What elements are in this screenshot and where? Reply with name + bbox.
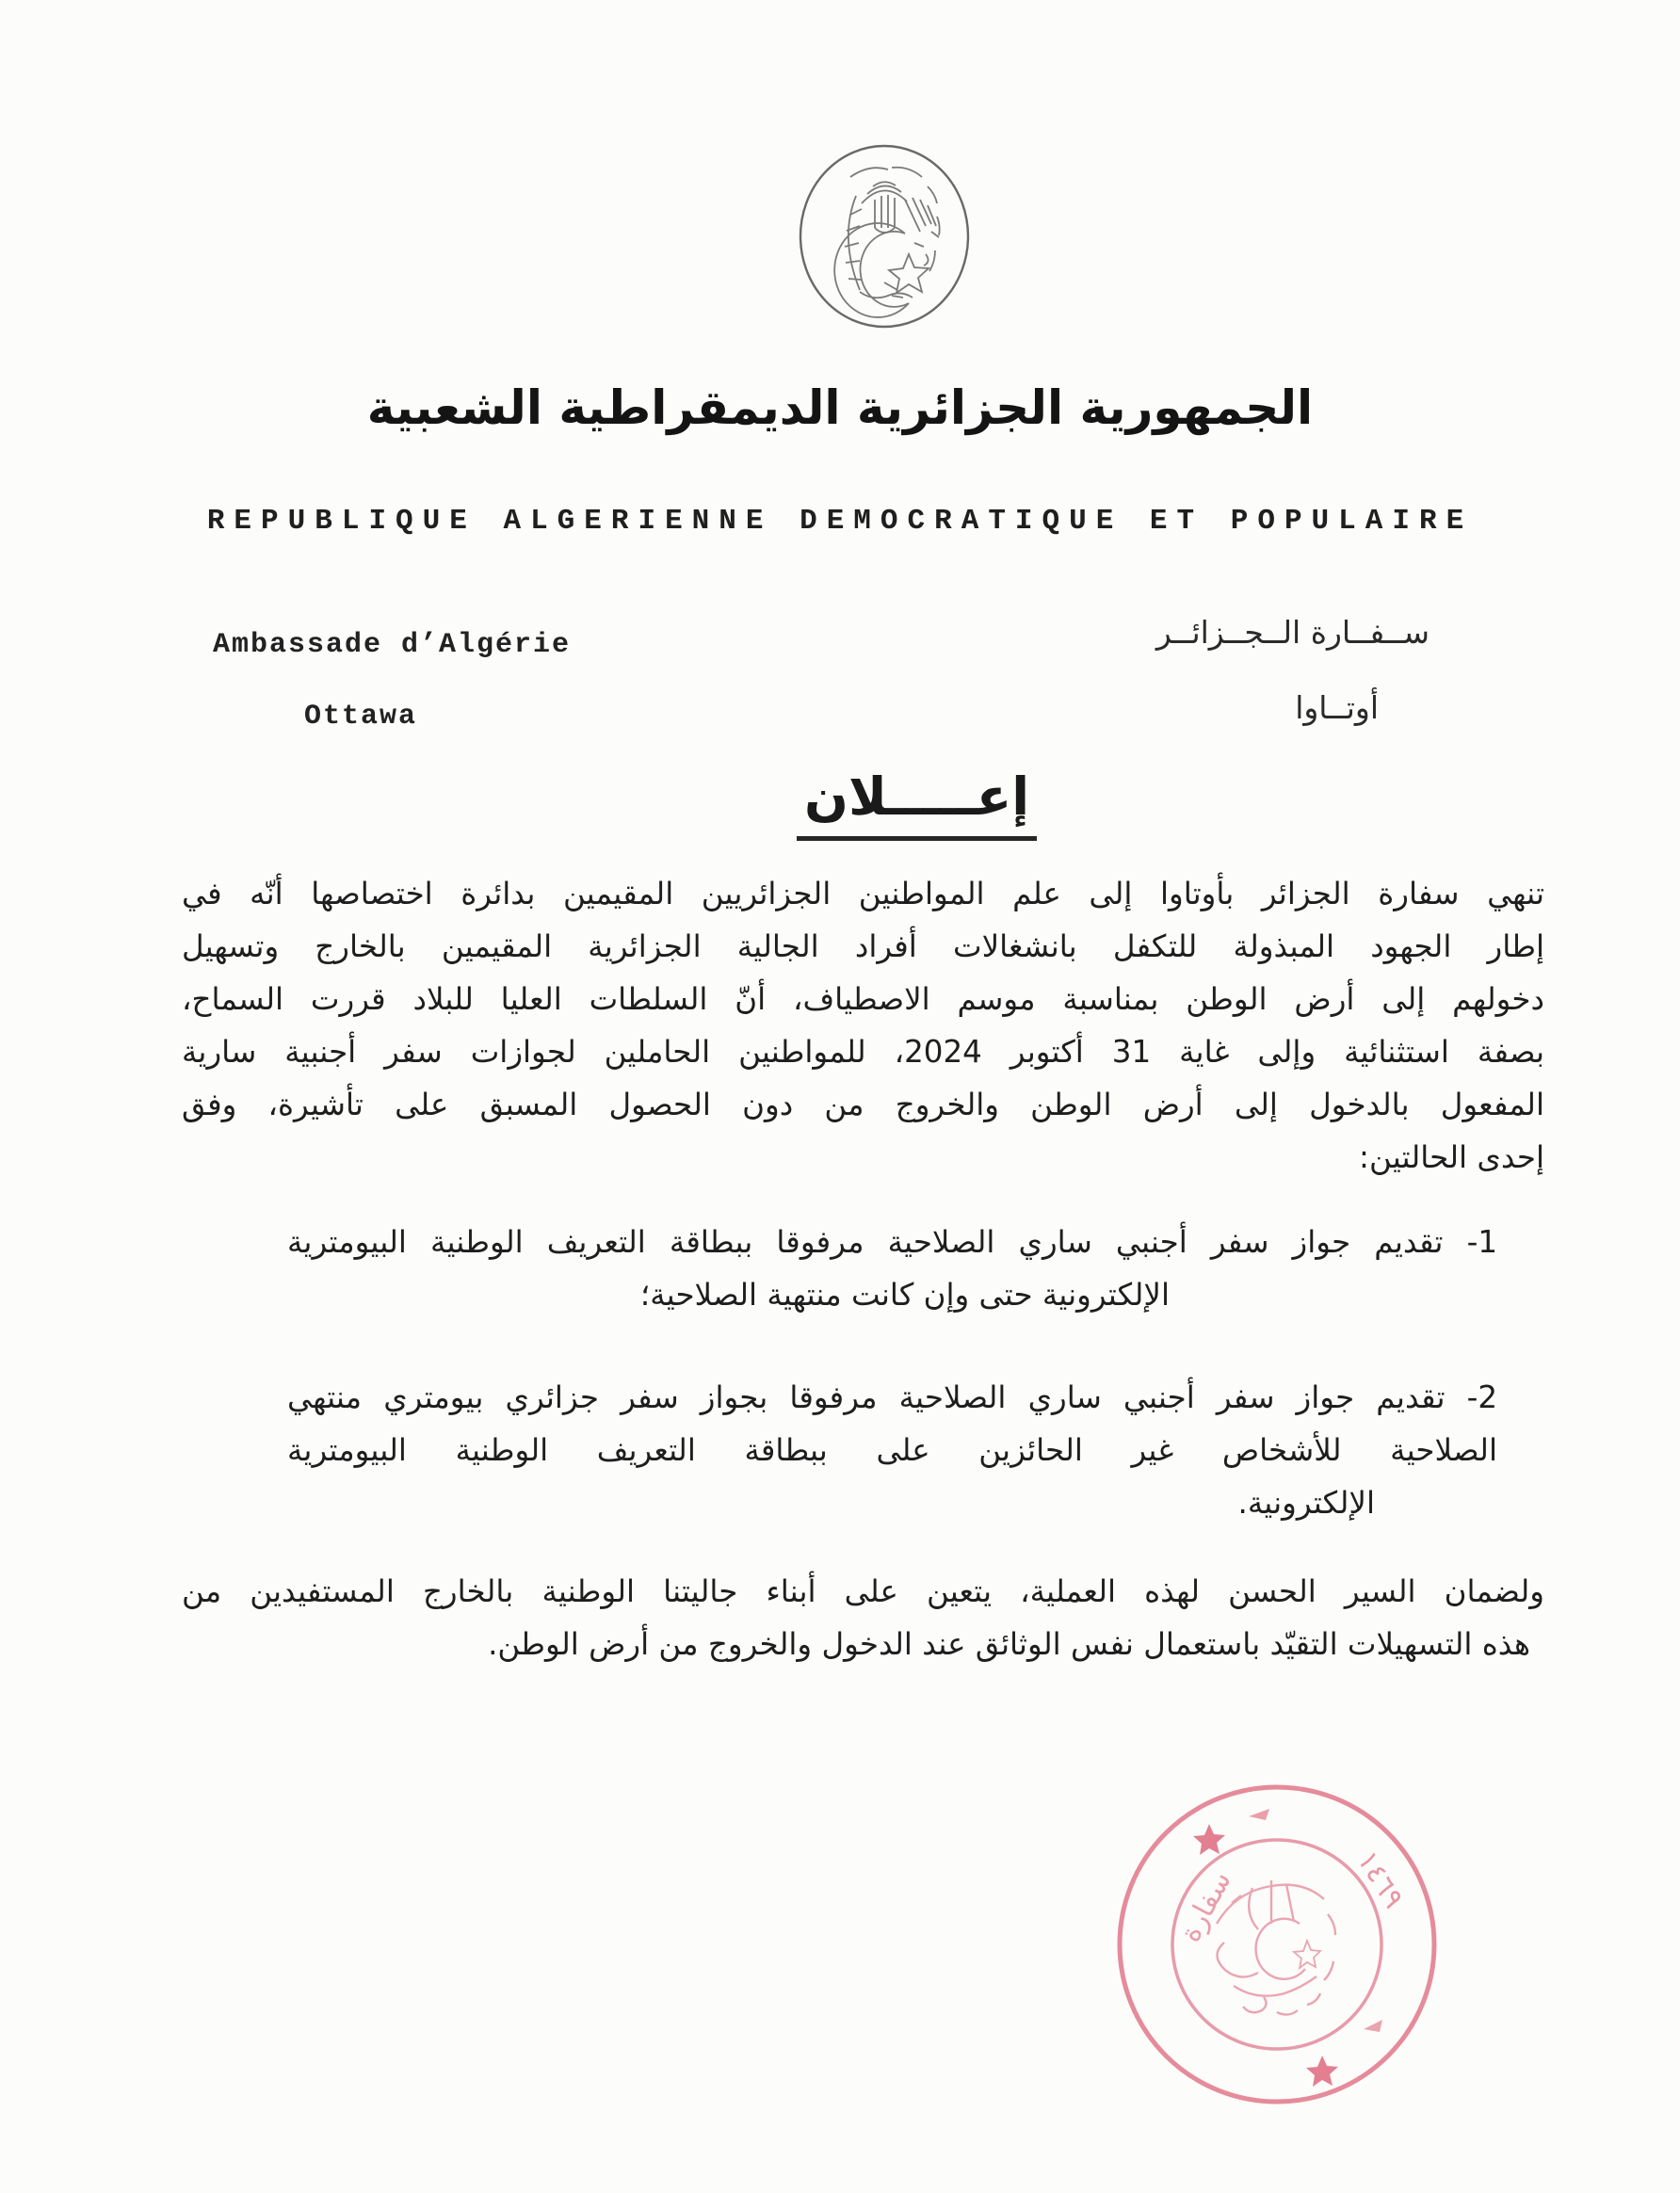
sender-embassy-ar: ســفــارة الــجــزائــر (1155, 614, 1430, 651)
text-line: إطار الجهود المبذولة للتكفل بانشغالات أفراد الجالية الجزائرية المقيمين بالخارج وتسهيل (182, 928, 1544, 964)
text-line: الصلاحية للأشخاص غير الحائزين على ببطاقة التعريف الوطنية البيومترية (287, 1432, 1497, 1468)
text-line: ولضمان السير الحسن لهذه العملية، يتعين على أبناء جاليتنا الوطنية بالخارج المستفيدين من (182, 1573, 1544, 1609)
list-item-1 (287, 1216, 1497, 1321)
text-line: إحدى الحالتين: (1359, 1139, 1544, 1175)
sender-city-fr: Ottawa (304, 701, 418, 733)
stamp-center-sketch (1217, 1880, 1335, 2015)
sender-city-ar: أوتــاوا (1295, 689, 1379, 726)
text-line: دخولهم إلى أرض الوطن بمناسبة موسم الاصطياف، أنّ السلطات العليا للبلاد قررت السماح، (182, 981, 1544, 1017)
sender-embassy-fr: Ambassade d’Algérie (213, 629, 572, 661)
text-line: 2- تقديم جواز سفر أجنبي ساري الصلاحية مرفوقا بجواز سفر جزائري بيومتري منتهي (287, 1379, 1497, 1415)
closing-paragraph (182, 1565, 1544, 1670)
text-line: الإلكترونية. (1237, 1485, 1375, 1521)
french-state-title: REPUBLIQUE ALGERIENNE DEMOCRATIQUE ET POPULAIRE (206, 505, 1474, 538)
announcement-heading: إعـــــلان (797, 766, 1037, 841)
embassy-round-stamp (1111, 1782, 1443, 2114)
list-item-2 (287, 1371, 1497, 1529)
text-line: 1- تقديم جواز سفر أجنبي ساري الصلاحية مرفوقا ببطاقة التعريف الوطنية البيومترية (287, 1224, 1497, 1260)
arabic-state-title: الجمهورية الجزائرية الديمقراطية الشعبية (366, 380, 1314, 435)
text-line: تنهي سفارة الجزائر بأوتاوا إلى علم المواطنين الجزائريين المقيمين بدائرة اختصاصها أنّه في (182, 876, 1544, 911)
text-line: بصفة استثنائية وإلى غاية 31 أكتوبر 2024، للمواطنين الحاملين لجوازات سفر أجنبية سارية (182, 1034, 1544, 1070)
stamp-outer-ring (1120, 1787, 1434, 2102)
algeria-national-emblem-icon (794, 141, 975, 331)
stamp-star-icon (1193, 1809, 1382, 2087)
text-line: الإلكترونية حتى وإن كانت منتهية الصلاحية؛ (639, 1277, 1170, 1313)
text-line: هذه التسهيلات التقيّد باستعمال نفس الوثائق عند الدخول والخروج من أرض الوطن. (488, 1626, 1530, 1662)
stamp-ring-marks: ١٤٦٩ (1349, 1845, 1411, 1914)
intro-paragraph (182, 867, 1544, 1184)
text-line: المفعول بالدخول إلى أرض الوطن والخروج من دون الحصول المسبق على تأشيرة، وفق (182, 1087, 1544, 1122)
stamp-ring-word: سفارة (1173, 1865, 1238, 1948)
emblem-inner-sketch (834, 168, 939, 317)
